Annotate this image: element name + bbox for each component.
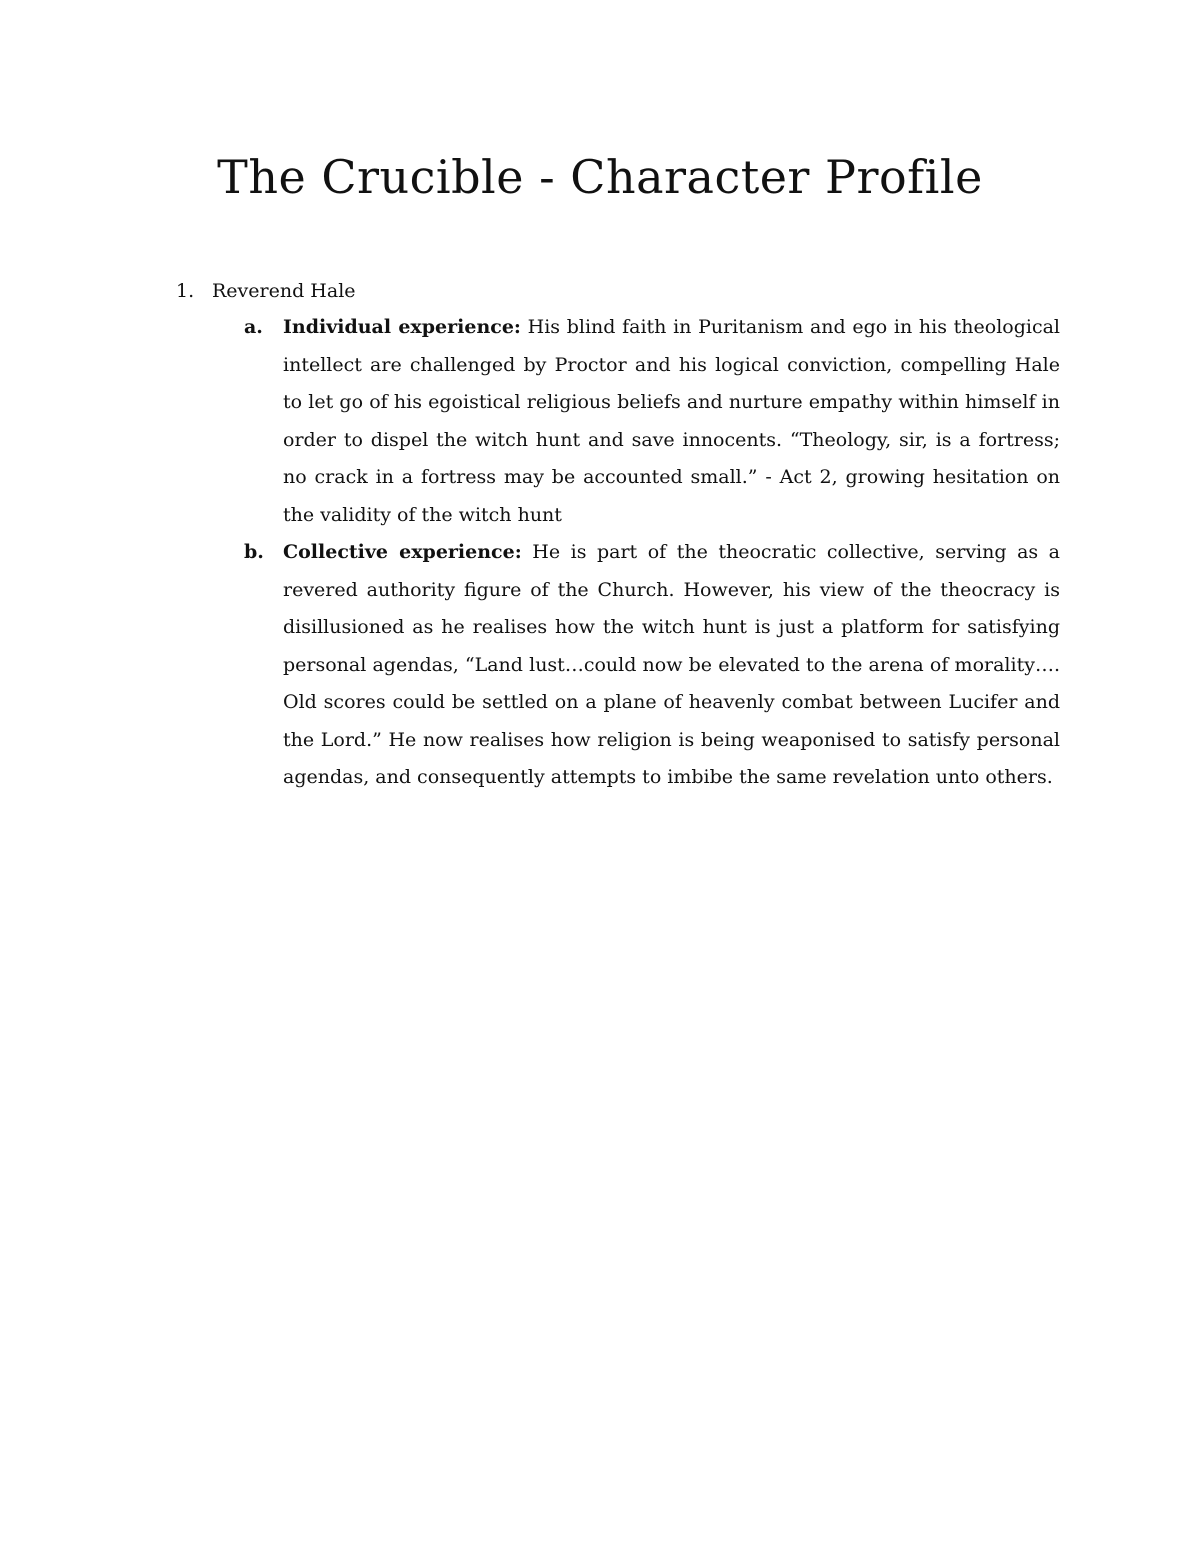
subitem-collective-experience xyxy=(244,534,1060,797)
document-title: The Crucible - Character Profile xyxy=(217,150,983,204)
subitem-body xyxy=(283,534,1060,797)
list-item-reverend-hale xyxy=(176,278,356,304)
subitem-heading: Individual experience: xyxy=(283,316,521,338)
subitem-body xyxy=(283,309,1060,534)
list-item-label: Reverend Hale xyxy=(212,280,356,302)
subitem-individual-experience xyxy=(244,309,1060,534)
subitem-heading: Collective experience: xyxy=(283,541,522,563)
subitem-marker: a. xyxy=(244,316,263,338)
subitem-text: He is part of the theocratic collective, serving as a revered authority figure of the Church. However, his view of the theocracy is disillusioned as he realises how the witch hunt is just a platform for satisfying personal agendas, “Land lust…could now be elevated to the arena of morality…. Old scores could be settled on a plane of heavenly combat between Lucifer and the Lord.” He now realises how religion is being weaponised to satisfy personal agendas, and consequently attempts to imbibe the same revelation unto others. xyxy=(283,541,1061,788)
list-item-number: 1. xyxy=(176,280,195,302)
subitem-text: His blind faith in Puritanism and ego in his theological intellect are challenged by Proctor and his logical conviction, compelling Hale to let go of his egoistical religious beliefs and nurture empathy within himself in order to dispel the witch hunt and save innocents. “Theology, sir, is a fortress; no crack in a fortress may be accounted small.” - Act 2, growing hesitation on the validity of the witch hunt xyxy=(283,316,1060,526)
subitem-marker: b. xyxy=(244,541,264,563)
